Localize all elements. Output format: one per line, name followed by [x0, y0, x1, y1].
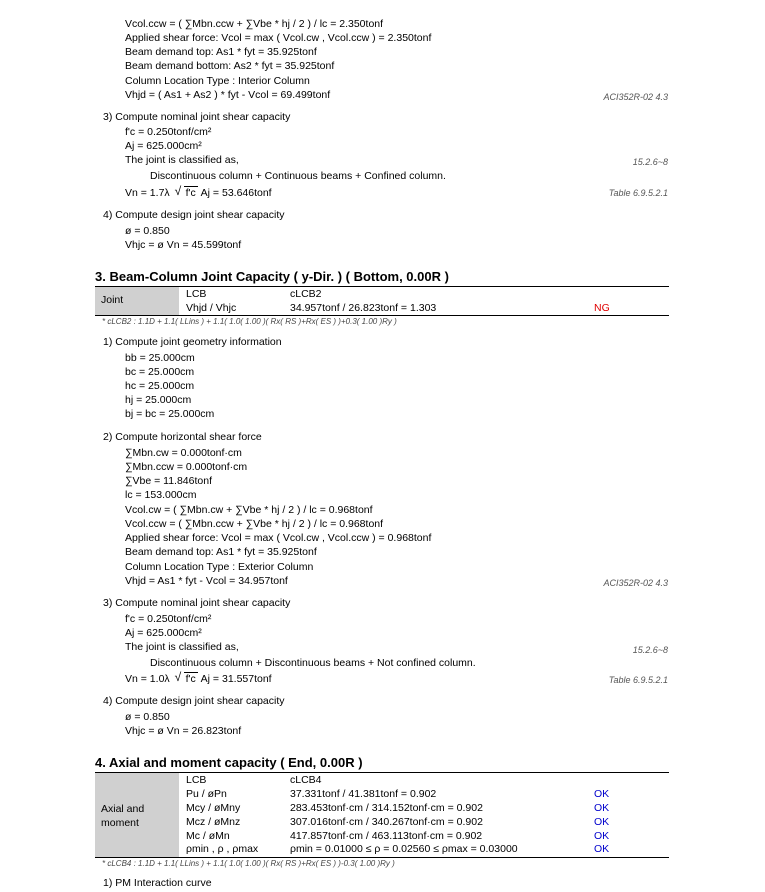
vcol-ccw-line: Vcol.ccw = ( ∑Mbn.ccw + ∑Vbe * hj / 2 ) / lc = 2.350tonf: [125, 18, 384, 30]
beam-demand-bottom-line: Beam demand bottom: As2 * fyt = 35.925tonf: [125, 60, 335, 72]
lcb-value: cLCB4: [290, 774, 322, 786]
vn-formula: Vn = 1.0λ √ f'c Aj = 31.557tonf: [125, 673, 272, 685]
axial-moment-table: [95, 772, 669, 858]
step-title: 1) PM Interaction curve: [103, 877, 212, 889]
table-row-value: 417.857tonf·cm / 463.113tonf·cm = 0.902: [290, 830, 483, 842]
aj-line: Aj = 625.000cm²: [125, 140, 202, 152]
fc-line: f'c = 0.250tonf/cm²: [125, 613, 212, 625]
ratio-value: 34.957tonf / 26.823tonf = 1.303: [290, 302, 437, 314]
lcb-header: LCB: [186, 774, 207, 786]
beam-demand-top-line: Beam demand top: As1 * fyt = 35.925tonf: [125, 46, 317, 58]
vcol-ccw-line: Vcol.ccw = ( ∑Mbn.ccw + ∑Vbe * hj / 2 ) / lc = 0.968tonf: [125, 518, 384, 530]
reference-table: Table 6.9.5.2.1: [608, 188, 668, 198]
status-badge: OK: [594, 802, 610, 814]
classified-line: The joint is classified as,: [125, 154, 239, 166]
lc-line: lc = 153.000cm: [125, 489, 197, 501]
lcb-value: cLCB2: [290, 288, 322, 300]
table-row-name: Mc / øMn: [186, 830, 230, 842]
table-row-label: Joint: [95, 287, 179, 315]
joint-classification: Discontinuous column + Discontinuous beams + Not confined column.: [150, 657, 476, 669]
column-location-line: Column Location Type : Exterior Column: [125, 561, 314, 573]
step-title: 1) Compute joint geometry information: [103, 336, 282, 348]
table-row-label: Axial and moment: [95, 773, 179, 857]
status-badge: NG: [594, 302, 610, 314]
vhjd-line: Vhjd = As1 * fyt - Vcol = 34.957tonf: [125, 575, 288, 587]
fc-line: f'c = 0.250tonf/cm²: [125, 126, 212, 138]
vhjd-line: Vhjd = ( As1 + As2 ) * fyt - Vcol = 69.499tonf: [125, 89, 331, 101]
column-location-line: Column Location Type : Interior Column: [125, 75, 310, 87]
status-badge: OK: [594, 816, 610, 828]
reference-table: Table 6.9.5.2.1: [608, 675, 668, 685]
table-row-name: Mcy / øMny: [186, 802, 241, 814]
step-title: 4) Compute design joint shear capacity: [103, 695, 285, 707]
reference-aci352: ACI352R-02 4.3: [603, 578, 668, 588]
table-row-name: Mcz / øMnz: [186, 816, 241, 828]
step-title: 2) Compute horizontal shear force: [103, 431, 262, 443]
applied-shear-line: Applied shear force: Vcol = max ( Vcol.cw , Vcol.ccw ) = 0.968tonf: [125, 532, 432, 544]
section-4-heading: 4. Axial and moment capacity ( End, 0.00R ): [95, 755, 363, 770]
mbn-ccw-line: ∑Mbn.ccw = 0.000tonf·cm: [125, 461, 248, 473]
joint-classification: Discontinuous column + Continuous beams + Confined column.: [150, 170, 446, 182]
vhjc-line: Vhjc = ø Vn = 45.599tonf: [125, 239, 242, 251]
vbe-line: ∑Vbe = 11.846tonf: [125, 475, 212, 487]
joint-capacity-table: [95, 286, 669, 316]
hj-line: hj = 25.000cm: [125, 394, 192, 406]
applied-shear-line: Applied shear force: Vcol = max ( Vcol.cw , Vcol.ccw ) = 2.350tonf: [125, 32, 432, 44]
phi-line: ø = 0.850: [125, 711, 170, 723]
table-row-name: ρmin , ρ , ρmax: [186, 843, 259, 855]
vn-formula: Vn = 1.7λ √ f'c Aj = 53.646tonf: [125, 187, 272, 199]
mbn-cw-line: ∑Mbn.cw = 0.000tonf·cm: [125, 447, 242, 459]
step-title: 3) Compute nominal joint shear capacity: [103, 111, 291, 123]
vhjc-line: Vhjc = ø Vn = 26.823tonf: [125, 725, 242, 737]
reference-clause: 15.2.6~8: [632, 645, 668, 655]
load-combination-note: * cLCB4 : 1.1D + 1.1( LLins ) + 1.1( 1.0( 1.00 )( Rx( RS )+Rx( ES ) )-0.3( 1.00 )Ry ): [102, 859, 395, 868]
bj-line: bj = bc = 25.000cm: [125, 408, 215, 420]
ratio-label: Vhjd / Vhjc: [186, 302, 237, 314]
table-row-value: 307.016tonf·cm / 340.267tonf·cm = 0.902: [290, 816, 483, 828]
vcol-cw-line: Vcol.cw = ( ∑Mbn.cw + ∑Vbe * hj / 2 ) / lc = 0.968tonf: [125, 504, 373, 516]
step-title: 3) Compute nominal joint shear capacity: [103, 597, 291, 609]
table-row-value: 283.453tonf·cm / 314.152tonf·cm = 0.902: [290, 802, 483, 814]
reference-clause: 15.2.6~8: [632, 157, 668, 167]
table-row-name: Pu / øPn: [186, 788, 227, 800]
bb-line: bb = 25.000cm: [125, 352, 195, 364]
step-title: 4) Compute design joint shear capacity: [103, 209, 285, 221]
table-row-value: ρmin = 0.01000 ≤ ρ = 0.02560 ≤ ρmax = 0.03000: [290, 843, 518, 855]
classified-line: The joint is classified as,: [125, 641, 239, 653]
lcb-header: LCB: [186, 288, 207, 300]
beam-demand-top-line: Beam demand top: As1 * fyt = 35.925tonf: [125, 546, 317, 558]
aj-line: Aj = 625.000cm²: [125, 627, 202, 639]
status-badge: OK: [594, 843, 610, 855]
section-3-heading: 3. Beam-Column Joint Capacity ( y-Dir. ) ( Bottom, 0.00R ): [95, 269, 449, 284]
status-badge: OK: [594, 788, 610, 800]
reference-aci352: ACI352R-02 4.3: [603, 92, 668, 102]
table-row-value: 37.331tonf / 41.381tonf = 0.902: [290, 788, 437, 800]
load-combination-note: * cLCB2 : 1.1D + 1.1( LLins ) + 1.1( 1.0( 1.00 )( Rx( RS )+Rx( ES ) )+0.3( 1.00 )Ry ): [102, 317, 397, 326]
status-badge: OK: [594, 830, 610, 842]
hc-line: hc = 25.000cm: [125, 380, 195, 392]
bc-line: bc = 25.000cm: [125, 366, 195, 378]
phi-line: ø = 0.850: [125, 225, 170, 237]
